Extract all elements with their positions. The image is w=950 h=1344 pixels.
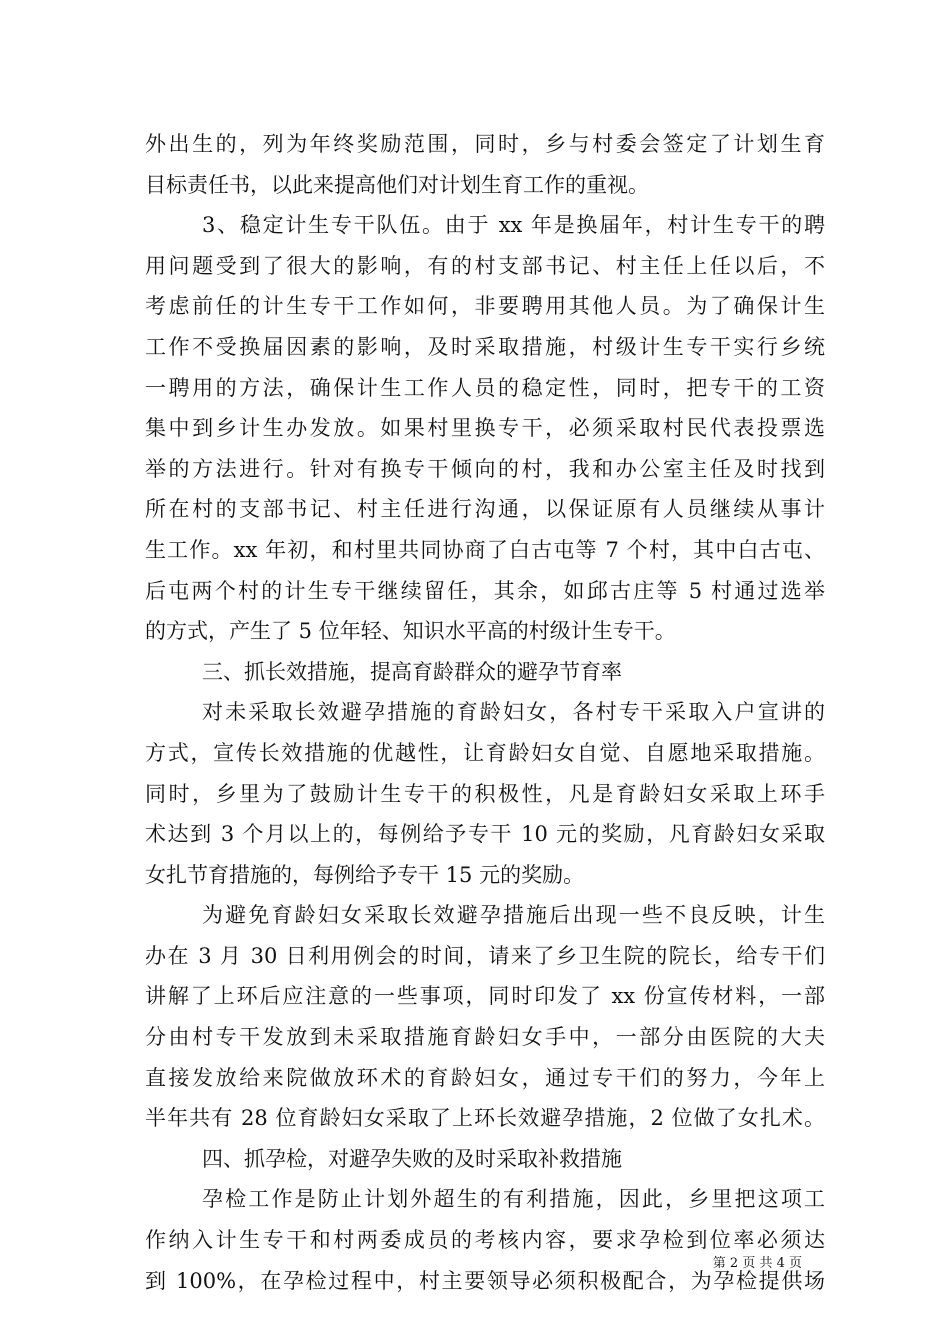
text-line: 分由村专干发放到未采取措施育龄妇女手中，一部分由医院的大夫	[145, 1025, 825, 1050]
text-line: 同时，乡里为了鼓励计生专干的积极性，凡是育龄妇女采取上环手	[145, 781, 825, 806]
text-line: 用问题受到了很大的影响，有的村支部书记、村主任上任以后，不	[145, 253, 825, 278]
text-line: 直接发放给来院做放环术的育龄妇女，通过专干们的努力，今年上	[145, 1065, 825, 1090]
text-line: 为避免育龄妇女采取长效避孕措施后出现一些不良反映，计生	[202, 903, 825, 928]
text-line: 作纳入计生专干和村两委成员的考核内容，要求孕检到位率必须达	[145, 1228, 825, 1253]
text-line: 讲解了上环后应注意的一些事项，同时印发了 xx 份宣传材料，一部	[145, 984, 825, 1009]
body-text	[145, 124, 825, 1301]
section-heading: 三、抓长效措施，提高育龄群众的避孕节育率	[202, 659, 622, 684]
text-line: 目标责任书，以此来提高他们对计划生育工作的重视。	[145, 172, 649, 197]
text-line: 工作不受换届因素的影响，及时采取措施，村级计生专干实行乡统	[145, 334, 825, 359]
text-line: 生工作。xx 年初，和村里共同协商了白古屯等 7 个村，其中白古屯、	[145, 537, 825, 562]
text-line: 所在村的支部书记、村主任进行沟通，以保证原有人员继续从事计	[145, 497, 825, 522]
text-line: 方式，宣传长效措施的优越性，让育龄妇女自觉、自愿地采取措施。	[145, 740, 825, 765]
text-line: 术达到 3 个月以上的，每例给予专干 10 元的奖励，凡育龄妇女采取	[145, 822, 825, 847]
text-line: 举的方法进行。针对有换专干倾向的村，我和办公室主任及时找到	[145, 456, 825, 481]
text-line: 办在 3 月 30 日利用例会的时间，请来了乡卫生院的院长，给专干们	[145, 943, 825, 968]
text-line: 女扎节育措施的，每例给予专干 15 元的奖励。	[145, 862, 585, 887]
text-line: 后屯两个村的计生专干继续留任，其余，如邱古庄等 5 村通过选举	[145, 578, 825, 603]
section-heading: 四、抓孕检，对避孕失败的及时采取补救措施	[202, 1146, 622, 1171]
text-line: 考虑前任的计生专干工作如何，非要聘用其他人员。为了确保计生	[145, 294, 825, 319]
text-line: 对未采取长效避孕措施的育龄妇女，各村专干采取入户宣讲的	[202, 700, 825, 725]
text-line: 半年共有 28 位育龄妇女采取了上环长效避孕措施，2 位做了女扎术。	[145, 1106, 825, 1131]
text-line: 到 100%，在孕检过程中，村主要领导必须积极配合，为孕检提供场	[145, 1268, 825, 1293]
text-line: 外出生的，列为年终奖励范围，同时，乡与村委会签定了计划生育	[145, 132, 825, 156]
text-line: 孕检工作是防止计划外超生的有利措施，因此，乡里把这项工	[202, 1187, 825, 1212]
text-line: 一聘用的方法，确保计生工作人员的稳定性，同时，把专干的工资	[145, 375, 825, 400]
page-number: 第 2 页 共 4 页	[712, 1256, 802, 1271]
text-line: 集中到乡计生办发放。如果村里换专干，必须采取村民代表投票选	[145, 416, 825, 441]
section-heading-line: 3、稳定计生专干队伍。由于 xx 年是换届年，村计生专干的聘	[202, 213, 825, 238]
text-line: 的方式，产生了 5 位年轻、知识水平高的村级计生专干。	[145, 619, 676, 644]
